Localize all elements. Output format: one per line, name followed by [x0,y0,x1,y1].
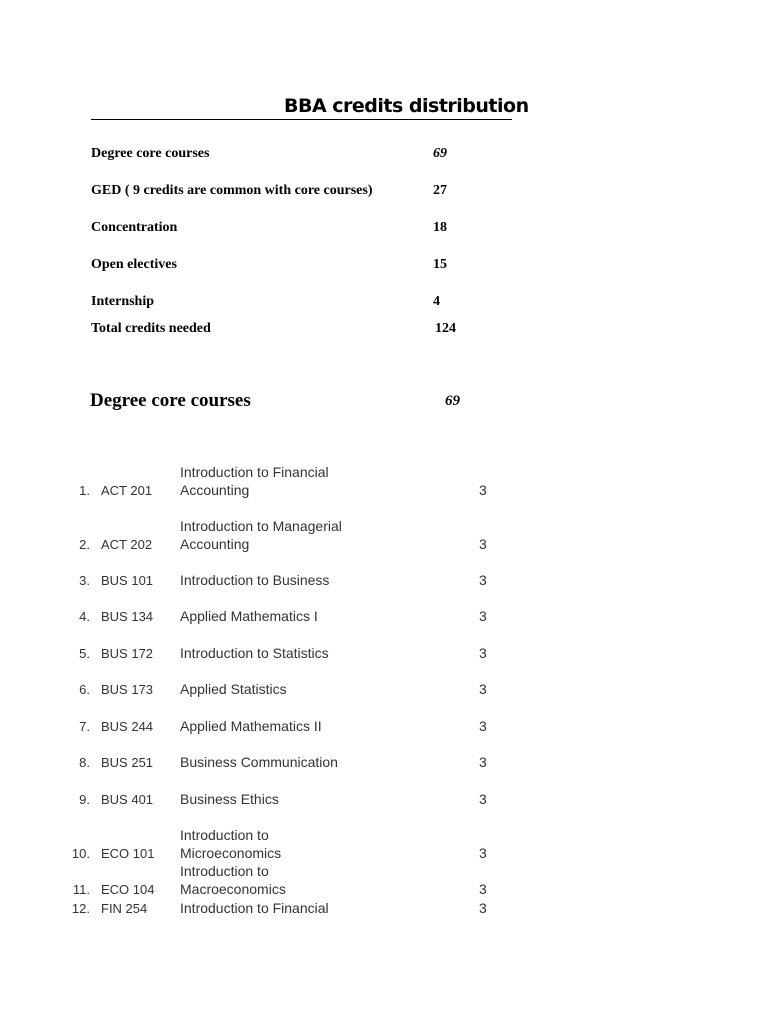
course-name: Applied Mathematics I [180,608,318,624]
course-name: Introduction to Financial [180,900,329,916]
course-code: BUS 101 [101,573,154,588]
section-heading-credits: 69 [445,393,460,409]
summary-row [91,320,511,338]
course-code: FIN 254 [101,901,148,916]
course-code: BUS 134 [101,609,154,624]
summary-row [91,182,511,200]
course-name: Introduction to Business [180,572,330,588]
course-row [0,517,768,557]
document-title-text: BBA credits distribution [284,95,529,117]
course-code: ACT 202 [101,537,153,552]
summary-row [91,256,511,274]
course-credits: 3 [479,608,487,624]
course-row [0,862,768,902]
course-name: Introduction to Financial Accounting [180,464,329,498]
course-name: Business Ethics [180,791,279,807]
course-number: 2. [79,537,90,552]
course-number: 9. [79,792,90,807]
course-number: 7. [79,719,90,734]
course-code: BUS 251 [101,755,154,770]
course-number: 6. [79,682,90,697]
summary-value: 27 [433,183,447,198]
summary-value: 4 [433,294,440,309]
course-row [0,899,768,921]
course-number: 8. [79,755,90,770]
summary-label: Degree core courses [91,146,210,161]
course-credits: 3 [479,845,487,861]
course-row [0,607,768,629]
summary-row [91,293,511,311]
course-credits: 3 [479,572,487,588]
course-name: Introduction to Microeconomics [180,827,282,861]
course-code: BUS 172 [101,646,154,661]
course-row [0,571,768,593]
course-code: ECO 104 [101,882,155,897]
course-name: Applied Statistics [180,681,287,697]
summary-value: 124 [435,321,456,336]
course-number: 12. [71,901,90,916]
course-number: 4. [79,609,90,624]
document-title [91,93,529,120]
summary-value: 15 [433,257,447,272]
summary-label: Open electives [91,257,177,272]
summary-row [91,145,511,163]
course-name: Introduction to Managerial Accounting [180,518,342,552]
course-credits: 3 [479,645,487,661]
section-heading-label: Degree core courses [90,390,251,411]
course-credits: 3 [479,791,487,807]
course-code: ECO 101 [101,846,155,861]
summary-label: Internship [91,294,155,309]
course-credits: 3 [479,754,487,770]
summary-value: 69 [433,146,447,161]
course-credits: 3 [479,718,487,734]
course-row [0,826,768,866]
course-credits: 3 [479,881,487,897]
course-name: Introduction to Macroeconomics [180,863,286,897]
course-code: BUS 401 [101,792,154,807]
course-number: 3. [79,573,90,588]
course-name: Introduction to Statistics [180,645,329,661]
course-number: 11. [72,882,90,897]
course-name: Business Communication [180,754,338,770]
course-number: 1. [79,483,90,498]
course-row [0,463,768,503]
course-credits: 3 [479,681,487,697]
section-heading [90,390,490,414]
course-row [0,717,768,739]
summary-row [91,219,511,237]
summary-label: GED ( 9 credits are common with core courses) [91,183,373,198]
course-code: BUS 244 [101,719,154,734]
course-credits: 3 [479,536,487,552]
course-name: Applied Mathematics II [180,718,322,734]
summary-label: Concentration [91,220,178,235]
summary-value: 18 [433,220,447,235]
course-row [0,753,768,775]
summary-label: Total credits needed [91,321,211,336]
course-number: 5. [79,646,90,661]
course-code: BUS 173 [101,682,154,697]
course-row [0,680,768,702]
course-row [0,790,768,812]
course-code: ACT 201 [101,483,153,498]
course-row [0,644,768,666]
course-number: 10. [71,846,90,861]
course-credits: 3 [479,482,487,498]
course-credits: 3 [479,900,487,916]
